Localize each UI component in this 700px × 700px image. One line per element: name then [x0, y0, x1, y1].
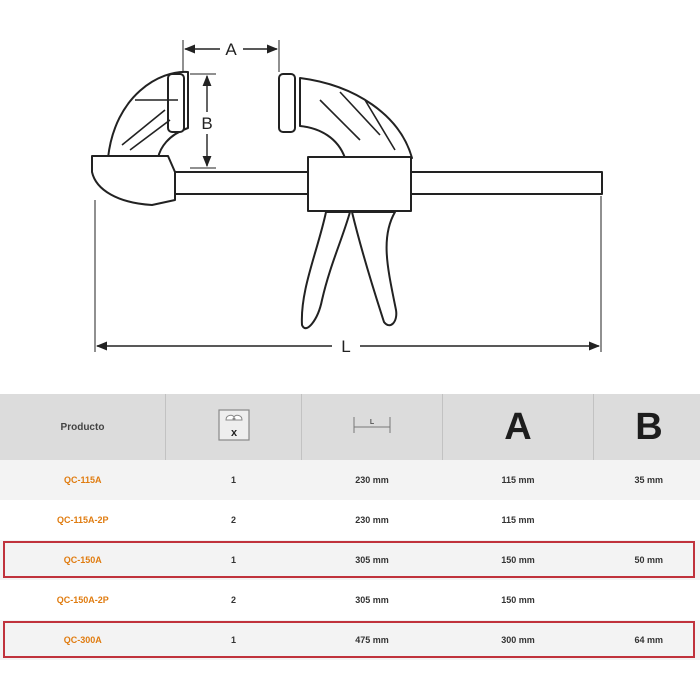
cell-product: QC-300A — [63, 635, 102, 645]
cell-product: QC-115A-2P — [56, 515, 109, 525]
package-quantity-icon — [217, 408, 251, 442]
cell-length: 475 mm — [355, 635, 389, 645]
header-b: B — [594, 394, 700, 460]
cell-b — [594, 500, 700, 540]
cell-a: 150 mm — [501, 555, 535, 565]
cell-length: 230 mm — [355, 515, 389, 525]
length-dimension-icon — [351, 413, 393, 437]
cell-a: 115 mm — [501, 515, 535, 525]
table-header-row — [0, 394, 700, 460]
cell-quantity: 2 — [230, 515, 236, 525]
cell-product: QC-115A — [63, 475, 102, 485]
cell-product: QC-150A-2P — [56, 595, 109, 605]
clamp-body — [92, 72, 602, 328]
header-a: A — [443, 394, 594, 460]
cell-b: 35 mm — [634, 475, 664, 485]
dimension-b-label: B — [201, 114, 213, 133]
cell-quantity: 2 — [230, 595, 236, 605]
cell-length: 305 mm — [355, 595, 389, 605]
cell-a: 150 mm — [501, 595, 535, 605]
dimension-a-label: A — [225, 40, 237, 59]
cell-a: 300 mm — [501, 635, 535, 645]
table-row — [0, 500, 700, 540]
cell-b — [594, 580, 700, 620]
cell-quantity: 1 — [230, 555, 236, 565]
cell-b: 64 mm — [634, 635, 664, 645]
cell-length: 230 mm — [355, 475, 389, 485]
cell-quantity: 1 — [230, 635, 236, 645]
dimension-l-label: L — [341, 337, 351, 356]
header-quantity — [166, 394, 302, 460]
cell-length: 305 mm — [355, 555, 389, 565]
table-row — [0, 580, 700, 620]
table-row — [0, 620, 700, 660]
cell-product: QC-150A — [63, 555, 102, 565]
table-row — [0, 460, 700, 500]
cell-b: 50 mm — [634, 555, 664, 565]
quantity-symbol: x — [230, 426, 237, 439]
table-row — [0, 540, 700, 580]
cell-a: 115 mm — [501, 475, 535, 485]
header-product: Producto — [60, 421, 105, 433]
cell-quantity: 1 — [230, 475, 236, 485]
product-spec-table — [0, 394, 700, 660]
length-symbol: L — [369, 418, 375, 426]
header-length — [302, 394, 443, 460]
